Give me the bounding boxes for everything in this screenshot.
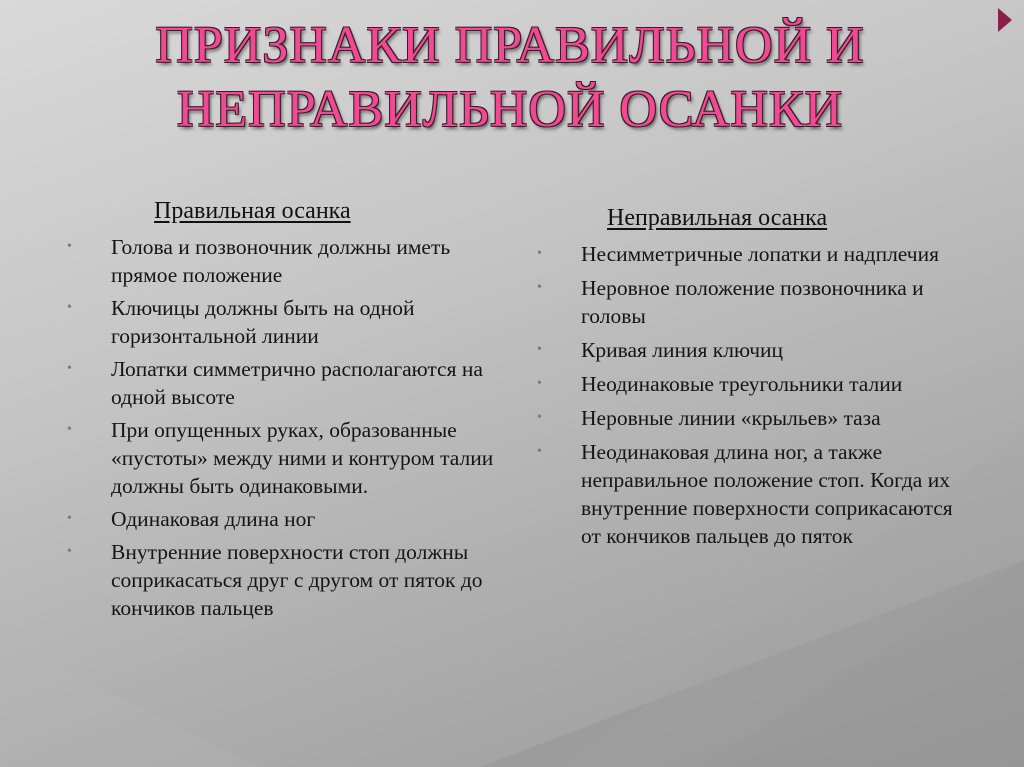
title-line-2: НЕПРАВИЛЬНОЙ ОСАНКИ (176, 81, 844, 138)
list-item (532, 274, 962, 330)
list-item (62, 416, 502, 500)
correct-posture-list (62, 233, 502, 627)
incorrect-posture-list (532, 240, 962, 556)
bullet-icon: • (67, 361, 72, 376)
incorrect-posture-heading: Неправильная осанка (607, 205, 828, 231)
list-item-text: Неровные линии «крыльев» таза (581, 406, 881, 430)
bullet-icon: • (537, 444, 542, 459)
slide-title (60, 14, 960, 142)
list-item (62, 294, 502, 350)
bullet-icon: • (67, 422, 72, 437)
bullet-icon: • (67, 239, 72, 254)
list-item (532, 336, 962, 364)
title-line-1: ПРИЗНАКИ ПРАВИЛЬНОЙ И (155, 17, 865, 74)
list-item-text: Голова и позвоночник должны иметь прямое положение (111, 235, 451, 287)
list-item-text: При опущенных руках, образованные «пустоты» между ними и контуром талии должны быть одинаковыми. (111, 418, 494, 498)
list-item-text: Одинаковая длина ног (111, 507, 316, 531)
bullet-icon: • (67, 300, 72, 315)
bullet-icon: • (537, 376, 542, 391)
list-item-text: Неровное положение позвоночника и головы (581, 276, 924, 328)
bullet-icon: • (537, 410, 542, 425)
list-item (532, 404, 962, 432)
bullet-icon: • (537, 280, 542, 295)
corner-arrow-icon (998, 8, 1012, 32)
list-item (62, 233, 502, 289)
list-item-text: Неодинаковая длина ног, а также неправильное положение стоп. Когда их внутренние поверхности соприкасаются от кончиков пальцев до пяток (581, 440, 953, 548)
list-item-text: Ключицы должны быть на одной горизонтальной линии (111, 296, 415, 348)
list-item (532, 370, 962, 398)
list-item (62, 538, 502, 622)
bullet-icon: • (67, 511, 72, 526)
list-item (62, 505, 502, 533)
list-item-text: Кривая линия ключиц (581, 338, 784, 362)
list-item-text: Лопатки симметрично располагаются на одной высоте (111, 357, 483, 409)
list-item-text: Неодинаковые треугольники талии (581, 372, 903, 396)
bullet-icon: • (537, 246, 542, 261)
list-item (62, 355, 502, 411)
bullet-icon: • (537, 342, 542, 357)
correct-posture-heading: Правильная осанка (154, 198, 351, 224)
list-item (532, 240, 962, 268)
list-item-text: Несимметричные лопатки и надплечия (581, 242, 940, 266)
list-item-text: Внутренние поверхности стоп должны соприкасаться друг с другом от пяток до кончиков пальцев (111, 540, 483, 620)
bullet-icon: • (67, 544, 72, 559)
list-item (532, 438, 962, 550)
